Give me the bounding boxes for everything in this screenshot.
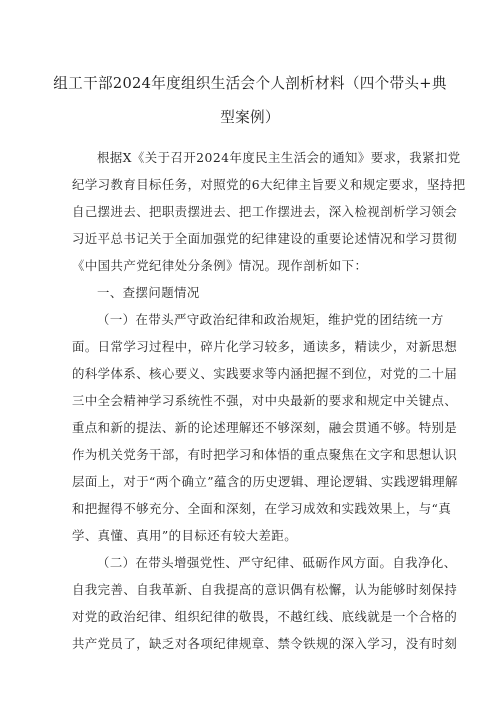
- paragraph-line: （一）在带头严守政治纪律和政治规矩，维护党的团结统一方: [97, 312, 444, 327]
- paragraph-line: 纪学习教育目标任务，对照党的6大纪律主旨要义和规定要求，坚持把: [72, 177, 466, 192]
- paragraph-line: 根据X《关于召开2024年度民主生活会的通知》要求，我紧扣党: [97, 150, 461, 165]
- paragraph-line: 对党的政治纪律、组织纪律的敬畏，不越红线、底线就是一个合格的: [72, 609, 458, 624]
- paragraph-line: 面。日常学习过程中，碎片化学习较多，通读多，精读少，对新思想: [72, 339, 458, 354]
- paragraph-line: 和把握得不够充分、全面和深刻，在学习成效和实践效果上，与“真: [72, 501, 452, 516]
- paragraph-line: 自我完善、自我革新、自我提高的意识偶有松懈，认为能够时刻保持: [72, 582, 458, 597]
- paragraph-line: 的科学体系、核心要义、实践要求等内涵把握不到位，对党的二十届: [72, 366, 458, 381]
- paragraph-line: 习近平总书记关于全面加强党的纪律建设的重要论述情况和学习贯彻: [72, 231, 458, 246]
- paragraph-line: 层面上，对于“两个确立”蕴含的历史逻辑、理论逻辑、实践逻辑理解: [72, 474, 458, 489]
- paragraph-line: 《中国共产党纪律处分条例》情况。现作剖析如下：: [72, 258, 368, 273]
- paragraph-line: 作为机关党务干部，有时把学习和体悟的重点聚焦在文字和思想认识: [72, 447, 458, 462]
- document-title-line-2: 型案例）: [220, 109, 280, 126]
- paragraph-line: 自己摆进去、把职责摆进去、把工作摆进去，深入检视剖析学习领会: [72, 204, 458, 219]
- paragraph-line: 共产党员了，缺乏对各项纪律规章、禁令铁规的深入学习，没有时刻: [72, 636, 458, 651]
- paragraph-line: 学、真懂、真用”的目标还有较大差距。: [72, 528, 298, 543]
- paragraph-line: 重点和新的提法、新的论述理解还不够深刻，融会贯通不够。特别是: [72, 420, 458, 435]
- paragraph-line: 三中全会精神学习系统性不强，对中央最新的要求和规定中关键点、: [72, 393, 458, 408]
- section-heading: 一、查摆问题情况: [97, 285, 200, 300]
- paragraph-line: （二）在带头增强党性、严守纪律、砥砺作风方面。自我净化、: [97, 555, 457, 570]
- document-title-line-1: 组工干部2024年度组织生活会个人剖析材料（四个带头+典: [53, 75, 447, 92]
